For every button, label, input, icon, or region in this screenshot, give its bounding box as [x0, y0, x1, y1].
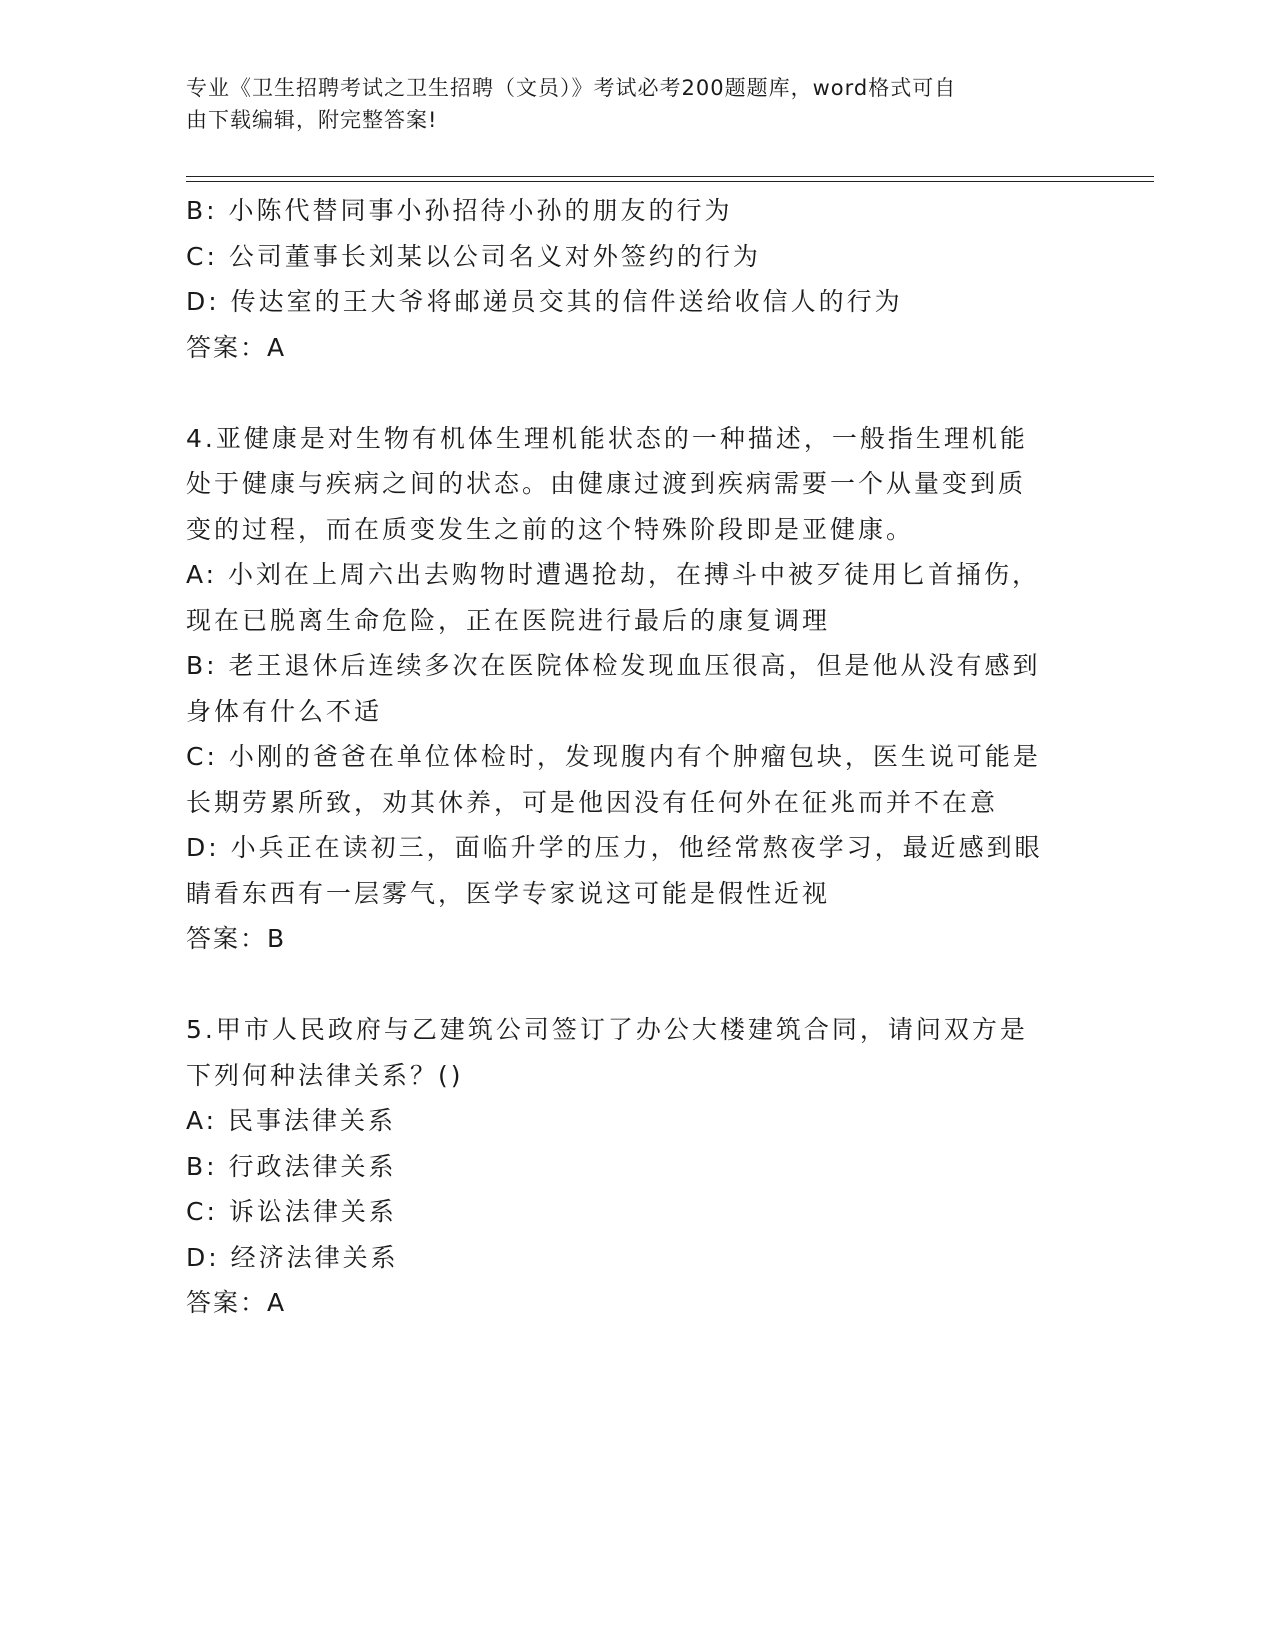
question-5 [186, 1007, 1066, 1326]
q4-option-a: A: 小刘在上周六出去购物时遭遇抢劫，在搏斗中被歹徒用匕首捅伤， [186, 560, 1041, 589]
q3-option-c: C: 公司董事长刘某以公司名义对外签约的行为 [186, 241, 761, 271]
header-rule-top [186, 176, 1154, 177]
header-line-2: 由下载编辑，附完整答案! [186, 108, 438, 132]
q5-stem-line: 下列何种法律关系？() [186, 1060, 464, 1090]
header-line-1: 专业《卫生招聘考试之卫生招聘（文员）》考试必考200题题库，word格式可自 [186, 76, 957, 100]
q5-option-c: C: 诉讼法律关系 [186, 1197, 397, 1226]
q5-option-b: B: 行政法律关系 [186, 1151, 397, 1181]
header-rule-bottom [186, 181, 1154, 182]
q4-option-a-cont: 现在已脱离生命危险，正在医院进行最后的康复调理 [186, 605, 831, 635]
q5-option-a: A: 民事法律关系 [186, 1106, 397, 1135]
page-header [186, 72, 1066, 136]
q4-stem-line: 处于健康与疾病之间的状态。由健康过渡到疾病需要一个从量变到质 [186, 469, 1027, 498]
q4-option-c-cont: 长期劳累所致，劝其休养，可是他因没有任何外在征兆而并不在意 [186, 787, 999, 817]
q4-option-d: D: 小兵正在读初三，面临升学的压力，他经常熬夜学习，最近感到眼 [186, 833, 1043, 862]
q4-option-b-cont: 身体有什么不适 [186, 696, 383, 726]
q4-option-d-cont: 睛看东西有一层雾气，医学专家说这可能是假性近视 [186, 878, 831, 908]
q5-option-d: D: 经济法律关系 [186, 1242, 399, 1272]
q4-stem-line: 变的过程，而在质变发生之前的这个特殊阶段即是亚健康。 [186, 514, 915, 544]
document-body [186, 188, 1066, 1326]
q4-stem-line: 4.亚健康是对生物有机体生理机能状态的一种描述，一般指生理机能 [186, 423, 1028, 453]
q3-option-d: D: 传达室的王大爷将邮递员交其的信件送给收信人的行为 [186, 287, 903, 316]
q5-stem-line: 5.甲市人民政府与乙建筑公司签订了办公大楼建筑合同，请问双方是 [186, 1015, 1028, 1044]
spacer [186, 370, 1066, 416]
q4-answer: 答案：B [186, 924, 287, 953]
q4-option-b: B: 老王退休后连续多次在医院体检发现血压很高，但是他从没有感到 [186, 651, 1041, 680]
q4-option-c: C: 小刚的爸爸在单位体检时，发现腹内有个肿瘤包块，医生说可能是 [186, 742, 1041, 771]
spacer [186, 962, 1066, 1008]
question-4 [186, 416, 1066, 962]
q3-option-b: B: 小陈代替同事小孙招待小孙的朋友的行为 [186, 196, 733, 225]
q5-answer: 答案：A [186, 1288, 287, 1317]
question-3-tail [186, 188, 1066, 370]
q3-answer: 答案：A [186, 332, 287, 362]
